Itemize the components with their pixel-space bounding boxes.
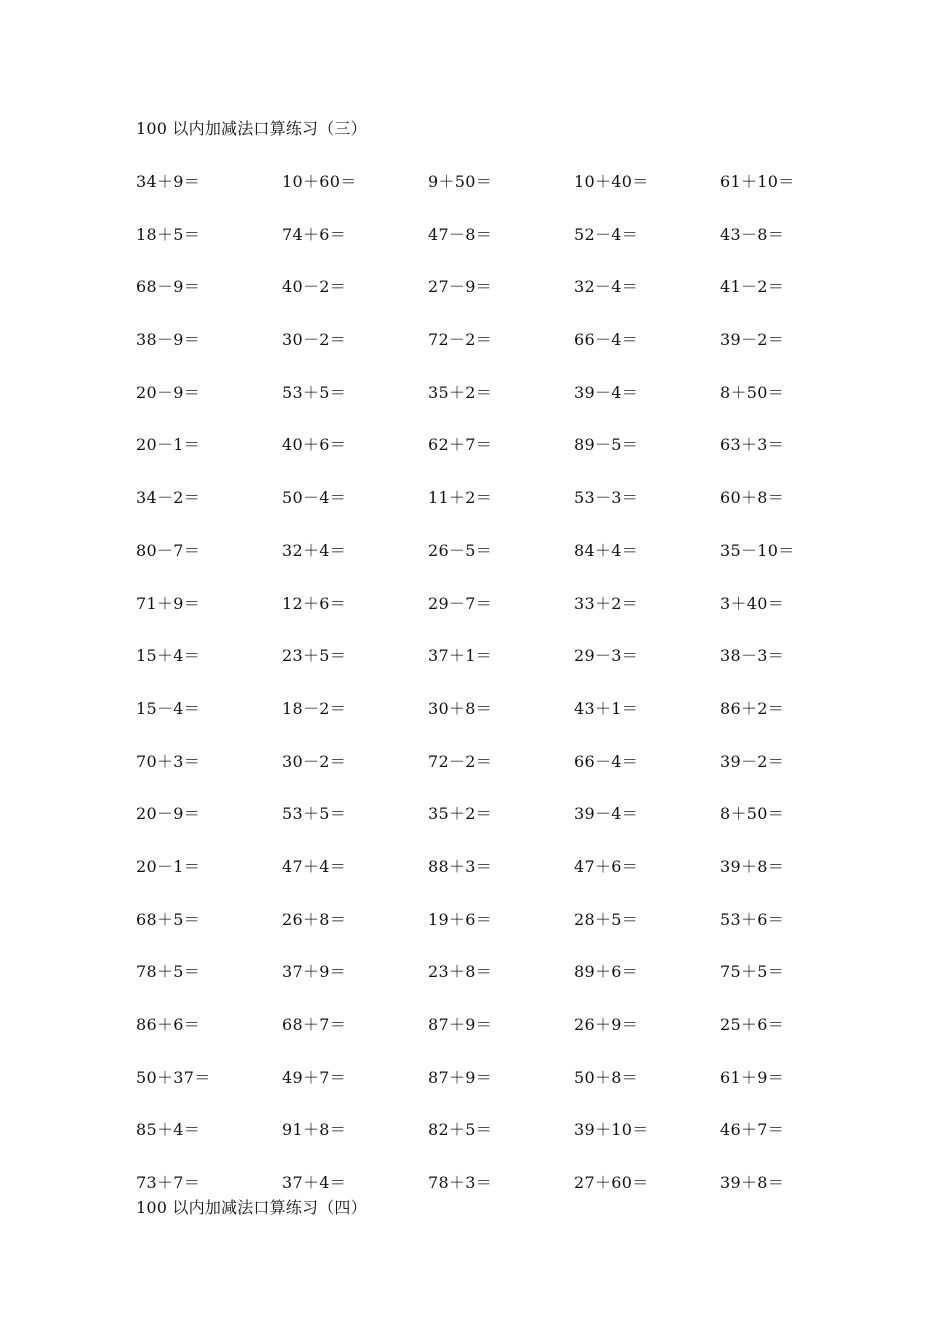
arithmetic-problem: 52－4＝ <box>574 224 639 244</box>
arithmetic-problem: 47＋6＝ <box>574 856 639 876</box>
arithmetic-problem: 50＋37＝ <box>136 1067 211 1087</box>
arithmetic-problem: 32＋4＝ <box>282 540 347 560</box>
arithmetic-problem: 71＋9＝ <box>136 593 201 613</box>
arithmetic-problem: 82＋5＝ <box>428 1120 493 1140</box>
arithmetic-problem: 91＋8＝ <box>282 1120 347 1140</box>
arithmetic-problem: 32－4＝ <box>574 277 639 297</box>
problem-row <box>136 329 866 382</box>
arithmetic-problem: 89＋6＝ <box>574 962 639 982</box>
arithmetic-problem: 78＋3＝ <box>428 1173 493 1193</box>
arithmetic-problem: 53＋6＝ <box>720 909 785 929</box>
arithmetic-problem: 50＋8＝ <box>574 1067 639 1087</box>
arithmetic-problem: 41－2＝ <box>720 277 785 297</box>
arithmetic-problem: 35－10＝ <box>720 540 795 560</box>
arithmetic-problem: 28＋5＝ <box>574 909 639 929</box>
arithmetic-problem: 9＋50＝ <box>428 172 493 191</box>
arithmetic-problem: 87＋9＝ <box>428 1067 493 1087</box>
arithmetic-problem: 20－9＝ <box>136 804 201 824</box>
arithmetic-problem: 49＋7＝ <box>282 1067 347 1087</box>
problem-grid <box>136 171 866 1225</box>
arithmetic-problem: 29－3＝ <box>574 646 639 666</box>
arithmetic-problem: 85＋4＝ <box>136 1120 201 1140</box>
arithmetic-problem: 40－2＝ <box>282 277 347 297</box>
arithmetic-problem: 39－4＝ <box>574 804 639 824</box>
arithmetic-problem: 87＋9＝ <box>428 1015 493 1034</box>
problem-row <box>136 382 866 435</box>
arithmetic-problem: 38－9＝ <box>136 330 201 350</box>
arithmetic-problem: 74＋6＝ <box>282 224 347 244</box>
arithmetic-problem: 25＋6＝ <box>720 1015 785 1034</box>
problem-row <box>136 540 866 593</box>
arithmetic-problem: 39－2＝ <box>720 751 785 771</box>
arithmetic-problem: 86＋6＝ <box>136 1015 201 1034</box>
arithmetic-problem: 8＋50＝ <box>720 804 785 824</box>
arithmetic-problem: 35＋2＝ <box>428 804 493 824</box>
section-title-3: 100 以内加减法口算练习（三） <box>136 119 367 138</box>
arithmetic-problem: 3＋40＝ <box>720 593 785 613</box>
arithmetic-problem: 18＋5＝ <box>136 224 201 244</box>
arithmetic-problem: 11＋2＝ <box>428 488 493 508</box>
problem-row <box>136 276 866 329</box>
arithmetic-problem: 89－5＝ <box>574 435 639 455</box>
arithmetic-problem: 23＋5＝ <box>282 646 347 666</box>
arithmetic-problem: 66－4＝ <box>574 330 639 350</box>
arithmetic-problem: 72－2＝ <box>428 330 493 350</box>
arithmetic-problem: 88＋3＝ <box>428 856 493 876</box>
arithmetic-problem: 20－1＝ <box>136 435 201 455</box>
arithmetic-problem: 53＋5＝ <box>282 382 347 402</box>
problem-row <box>136 751 866 804</box>
problem-row <box>136 224 866 277</box>
arithmetic-problem: 84＋4＝ <box>574 540 639 560</box>
arithmetic-problem: 39＋10＝ <box>574 1120 649 1140</box>
arithmetic-problem: 23＋8＝ <box>428 962 493 982</box>
arithmetic-problem: 40＋6＝ <box>282 435 347 455</box>
problem-row <box>136 171 866 224</box>
arithmetic-problem: 26＋9＝ <box>574 1015 639 1034</box>
arithmetic-problem: 68－9＝ <box>136 277 201 297</box>
arithmetic-problem: 66－4＝ <box>574 751 639 771</box>
problem-row <box>136 909 866 962</box>
arithmetic-problem: 60＋8＝ <box>720 488 785 508</box>
arithmetic-problem: 50－4＝ <box>282 488 347 508</box>
arithmetic-problem: 43＋1＝ <box>574 698 639 718</box>
arithmetic-problem: 30－2＝ <box>282 751 347 771</box>
arithmetic-problem: 12＋6＝ <box>282 593 347 613</box>
arithmetic-problem: 46＋7＝ <box>720 1120 785 1140</box>
arithmetic-problem: 47－8＝ <box>428 224 493 244</box>
arithmetic-problem: 35＋2＝ <box>428 382 493 402</box>
problem-row <box>136 961 866 1014</box>
arithmetic-problem: 37＋4＝ <box>282 1173 347 1193</box>
arithmetic-problem: 29－7＝ <box>428 593 493 613</box>
problem-row <box>136 1067 866 1120</box>
arithmetic-problem: 10＋60＝ <box>282 172 357 191</box>
arithmetic-problem: 53－3＝ <box>574 488 639 508</box>
section-title-4: 100 以内加减法口算练习（四） <box>136 1198 367 1217</box>
arithmetic-problem: 63＋3＝ <box>720 435 785 455</box>
arithmetic-problem: 62＋7＝ <box>428 435 493 455</box>
arithmetic-problem: 38－3＝ <box>720 646 785 666</box>
problem-row <box>136 645 866 698</box>
problem-row <box>136 1119 866 1172</box>
problem-row <box>136 487 866 540</box>
arithmetic-problem: 39＋8＝ <box>720 856 785 876</box>
arithmetic-problem: 68＋5＝ <box>136 909 201 929</box>
arithmetic-problem: 68＋7＝ <box>282 1015 347 1034</box>
arithmetic-problem: 26－5＝ <box>428 540 493 560</box>
arithmetic-problem: 34＋9＝ <box>136 172 201 191</box>
problem-row <box>136 1014 866 1067</box>
arithmetic-problem: 15－4＝ <box>136 698 201 718</box>
problem-row <box>136 856 866 909</box>
arithmetic-problem: 53＋5＝ <box>282 804 347 824</box>
problem-row <box>136 803 866 856</box>
arithmetic-problem: 80－7＝ <box>136 540 201 560</box>
arithmetic-problem: 27＋60＝ <box>574 1173 649 1193</box>
arithmetic-problem: 18－2＝ <box>282 698 347 718</box>
arithmetic-problem: 26＋8＝ <box>282 909 347 929</box>
arithmetic-problem: 19＋6＝ <box>428 909 493 929</box>
arithmetic-problem: 10＋40＝ <box>574 172 649 191</box>
arithmetic-problem: 70＋3＝ <box>136 751 201 771</box>
arithmetic-problem: 61＋10＝ <box>720 172 795 191</box>
arithmetic-problem: 47＋4＝ <box>282 856 347 876</box>
arithmetic-problem: 8＋50＝ <box>720 382 785 402</box>
arithmetic-problem: 78＋5＝ <box>136 962 201 982</box>
arithmetic-problem: 30＋8＝ <box>428 698 493 718</box>
arithmetic-problem: 73＋7＝ <box>136 1173 201 1193</box>
arithmetic-problem: 20－1＝ <box>136 856 201 876</box>
arithmetic-problem: 33＋2＝ <box>574 593 639 613</box>
arithmetic-problem: 27－9＝ <box>428 277 493 297</box>
arithmetic-problem: 61＋9＝ <box>720 1067 785 1087</box>
arithmetic-problem: 30－2＝ <box>282 330 347 350</box>
arithmetic-problem: 39－4＝ <box>574 382 639 402</box>
arithmetic-problem: 37＋1＝ <box>428 646 493 666</box>
arithmetic-problem: 86＋2＝ <box>720 698 785 718</box>
arithmetic-problem: 37＋9＝ <box>282 962 347 982</box>
arithmetic-problem: 43－8＝ <box>720 224 785 244</box>
arithmetic-problem: 34－2＝ <box>136 488 201 508</box>
arithmetic-problem: 39－2＝ <box>720 330 785 350</box>
problem-row <box>136 434 866 487</box>
arithmetic-problem: 72－2＝ <box>428 751 493 771</box>
arithmetic-problem: 20－9＝ <box>136 382 201 402</box>
problem-row <box>136 593 866 646</box>
problem-row <box>136 698 866 751</box>
arithmetic-problem: 15＋4＝ <box>136 646 201 666</box>
arithmetic-problem: 39＋8＝ <box>720 1173 785 1193</box>
arithmetic-problem: 75＋5＝ <box>720 962 785 982</box>
